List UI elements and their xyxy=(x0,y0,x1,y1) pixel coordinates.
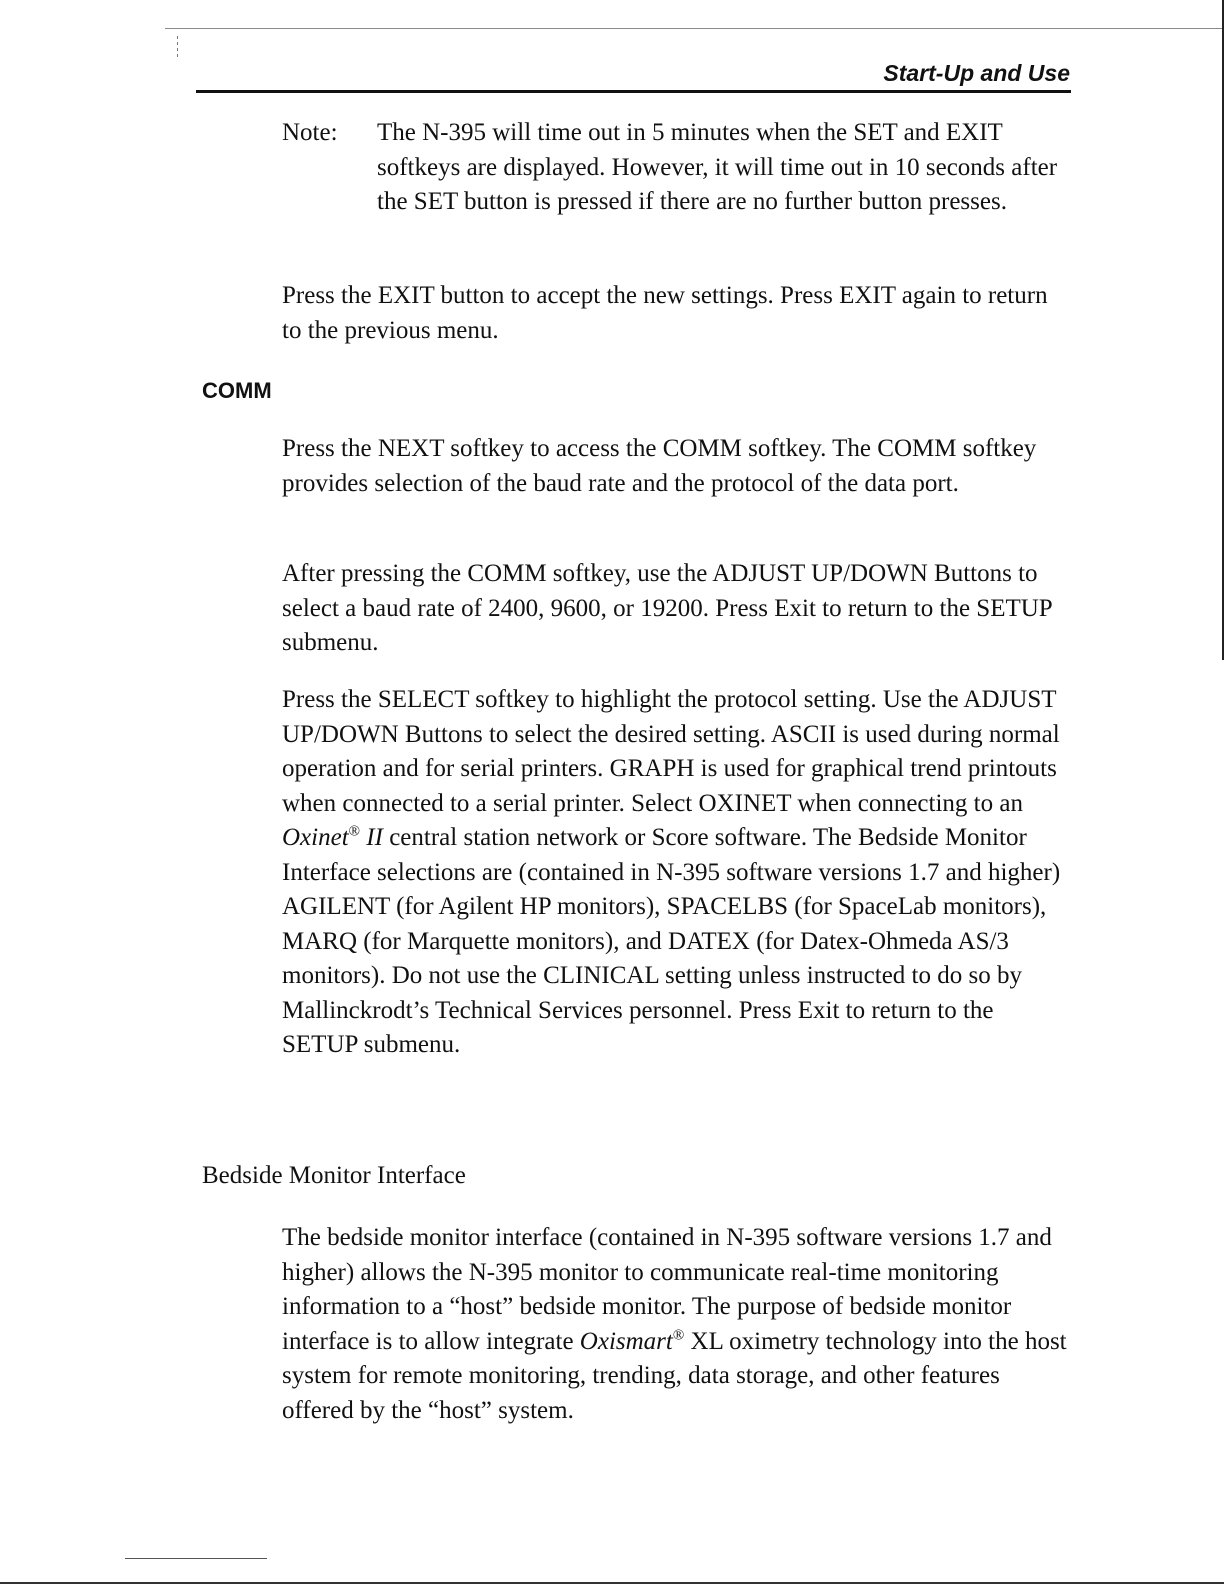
protocol-text-b: central station network or Score software. The Bedside Monitor Interface selections are (contained in N-395 software versions 1.7 and higher) AGILENT (for Agilent HP monitors), SPACELBS (for SpaceLab monitors), MARQ (for Marquette monitors), and DATEX (for Datex-Ohmeda AS/3 monitors). Do not use the CLINICAL setting unless instructed to do so by Mallinckrodt’s Technical Services personnel. Press Exit to return to the SETUP submenu. xyxy=(282,824,1061,1058)
note-label: Note: xyxy=(282,119,338,146)
header-rule xyxy=(196,90,1071,93)
oxismart-brand: Oxismart xyxy=(579,1327,673,1355)
protocol-text-a: Press the SELECT softkey to highlight the protocol setting. Use the ADJUST UP/DOWN Buttons to select the desired setting. ASCII is used during normal operation and for serial printers. GRAPH is used for graphical trend printouts when connected to a serial printer. Select OXINET when connecting to an xyxy=(282,686,1060,817)
note-block xyxy=(282,116,1072,220)
bedside-text-a: The bedside monitor interface (contained in N-395 software versions 1.7 and higher) allows the N-395 monitor to communicate real-time monitoring information to a “host” bedside monitor. The purpose of bedside monitor interface is to allow integrate xyxy=(282,1224,1052,1355)
oxinet-brand: Oxinet xyxy=(282,824,349,851)
scan-artifact xyxy=(177,36,178,58)
paragraph-exit-instructions: Press the EXIT button to accept the new settings. Press EXIT again to return to the previous menu. xyxy=(282,282,1048,344)
oxinet-ii: II xyxy=(366,824,383,851)
paragraph-comm-intro: Press the NEXT softkey to access the COMM softkey. The COMM softkey provides selection of the baud rate and the protocol of the data port. xyxy=(282,435,1037,497)
footnote-rule xyxy=(125,1558,267,1559)
registered-mark: ® xyxy=(348,823,361,840)
paragraph-protocol xyxy=(282,683,1072,1063)
paragraph-baud-rate: After pressing the COMM softkey, use the ADJUST UP/DOWN Buttons to select a baud rate of 2400, 9600, or 19200. Press Exit to return to the SETUP submenu. xyxy=(282,560,1052,656)
registered-mark: ® xyxy=(672,1327,685,1344)
section-heading-comm: COMM xyxy=(202,378,272,403)
paragraph-bedside-interface xyxy=(282,1221,1072,1428)
scan-border-top xyxy=(165,28,1224,29)
note-text: The N-395 will time out in 5 minutes when the SET and EXIT softkeys are displayed. However, it will time out in 10 seconds after the SET button is pressed if there are no further button presses. xyxy=(377,119,1058,215)
bedside-text-b: XL oximetry technology into the host system for remote monitoring, trending, data storage, and other features offered by the “host” system. xyxy=(282,1327,1067,1424)
section-heading-bedside-monitor-interface: Bedside Monitor Interface xyxy=(202,1162,466,1189)
running-header-title: Start-Up and Use xyxy=(883,60,1070,86)
